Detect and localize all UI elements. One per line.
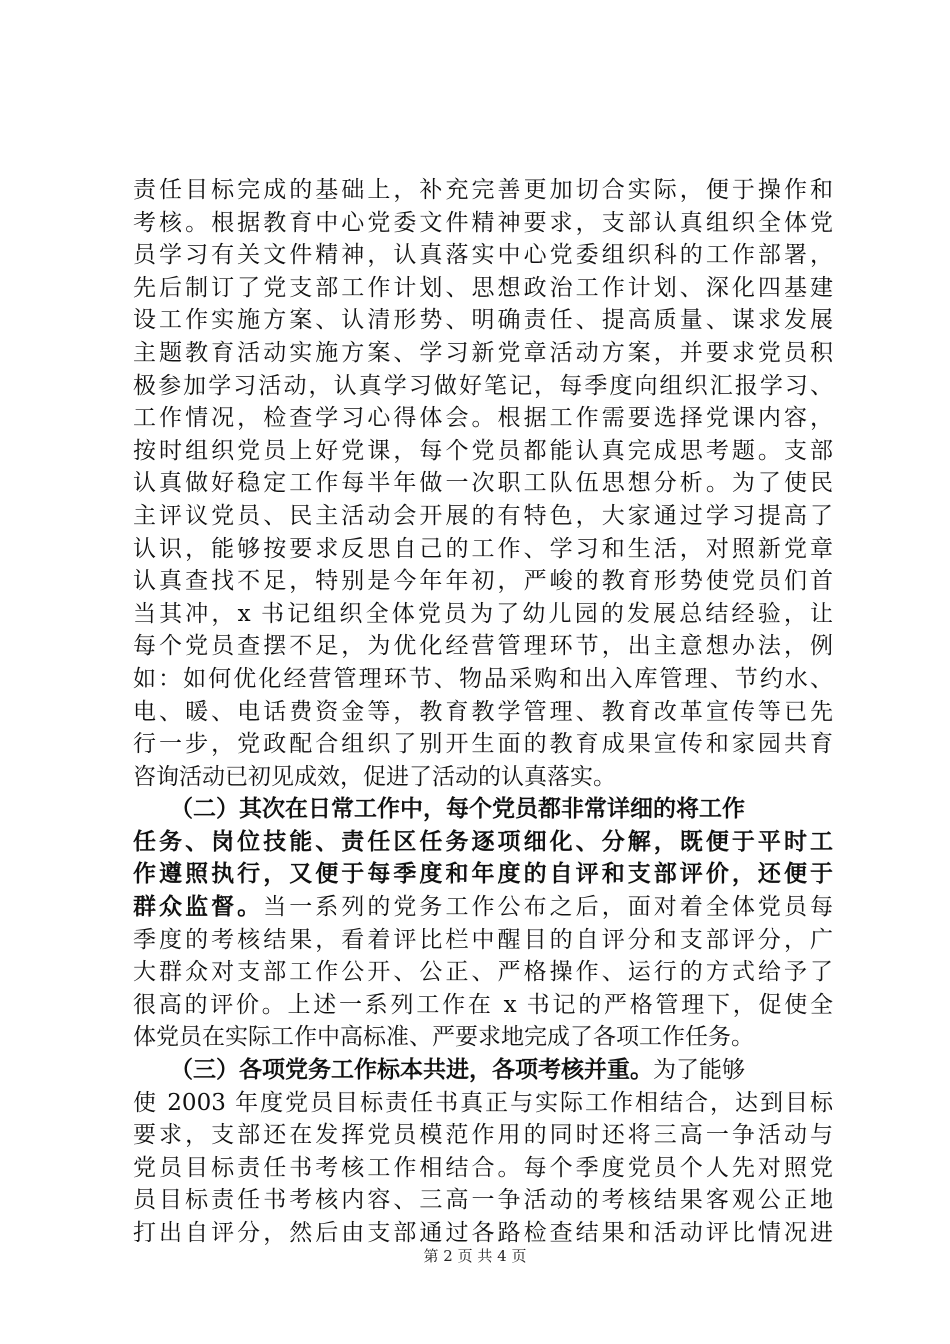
paragraph2-bold-line: 任务、岗位技能、责任区任务逐项细化、分解，既便于平时工 [133, 827, 833, 855]
paragraph2-last-line: 体党员在实际工作中高标准、严要求地完成了各项工作任务。 [133, 1024, 754, 1051]
body-text [133, 174, 833, 1250]
paragraph1-line: 认真查找不足，特别是今年年初，严峻的教育形势使党员们首 [133, 568, 833, 595]
paragraph2-bold-fragment: 群众监督。 [133, 893, 264, 921]
paragraph1-line: 责任目标完成的基础上，补充完善更加切合实际，便于操作和 [133, 177, 833, 203]
paragraph3-line: 使 2003 年度党员目标责任书真正与实际工作相结合，达到目标 [133, 1089, 833, 1116]
paragraph1-line: 极参加学习活动，认真学习做好笔记，每季度向组织汇报学习、 [133, 372, 833, 399]
paragraph3-line: 要求，支部还在发挥党员模范作用的同时还将三高一争活动与 [133, 1122, 833, 1149]
paragraph1-line: 员学习有关文件精神，认真落实中心党委组织科的工作部署， [133, 242, 833, 269]
paragraph1-line: 主评议党员、民主活动会开展的有特色，大家通过学习提高了 [133, 502, 833, 529]
paragraph1-line: 当其冲，x 书记组织全体党员为了幼儿园的发展总结经验，让 [133, 600, 833, 627]
paragraph3-heading-tail: 为了能够 [653, 1057, 745, 1084]
paragraph1-line: 认真做好稳定工作每半年做一次职工队伍思想分析。为了使民 [133, 470, 833, 497]
paragraph1-line: 设工作实施方案、认清形势、明确责任、提高质量、谋求发展 [133, 307, 833, 334]
paragraph1-line: 如：如何优化经营管理环节、物品采购和出入库管理、节约水、 [133, 665, 833, 692]
paragraph1-line: 工作情况，检查学习心得体会。根据工作需要选择党课内容， [133, 405, 833, 432]
paragraph1-line: 行一步，党政配合组织了别开生面的教育成果宣传和家园共育 [133, 731, 833, 758]
paragraph1-line: 电、暖、电话费资金等，教育教学管理、教育改革宣传等已先 [133, 698, 833, 725]
paragraph1-line: 认识，能够按要求反思自己的工作、学习和生活，对照新党章 [133, 535, 833, 562]
paragraph2-mixed-line [133, 891, 833, 924]
paragraph3-heading-line [133, 1054, 833, 1087]
paragraph1-line: 按时组织党员上好党课，每个党员都能认真完成思考题。支部 [133, 437, 833, 464]
paragraph2-line: 大群众对支部工作公开、公正、严格操作、运行的方式给予了 [133, 959, 833, 986]
paragraph3-line: 党员目标责任书考核工作相结合。每个季度党员个人先对照党 [133, 1154, 833, 1181]
paragraph2-heading-line: （二）其次在日常工作中，每个党员都非常详细的将工作 [170, 795, 745, 823]
page-number-footer: 第 2 页 共 4 页 [423, 1247, 527, 1265]
paragraph1-last-line: 咨询活动已初见成效，促进了活动的认真落实。 [133, 763, 616, 790]
paragraph2-line: 季度的考核结果，看着评比栏中醒目的自评分和支部评分，广 [133, 926, 833, 953]
paragraph1-line: 先后制订了党支部工作计划、思想政治工作计划、深化四基建 [133, 274, 833, 301]
paragraph1-line: 考核。根据教育中心党委文件精神要求，支部认真组织全体党 [133, 209, 833, 236]
paragraph3-line: 打出自评分，然后由支部通过各路检查结果和活动评比情况进 [133, 1220, 833, 1246]
paragraph2-normal-fragment: 当一系列的党务工作公布之后，面对着全体党员每 [263, 894, 834, 921]
paragraph1-line: 主题教育活动实施方案、学习新党章活动方案，并要求党员积 [133, 339, 833, 366]
paragraph2-bold-line: 作遵照执行，又便于每季度和年度的自评和支部评价，还便于 [133, 860, 833, 888]
paragraph1-line: 每个党员查摆不足，为优化经营管理环节，出主意想办法，例 [133, 633, 833, 660]
paragraph3-bold-heading: （三）各项党务工作标本共进，各项考核并重。 [170, 1056, 653, 1084]
paragraph3-line: 员目标责任书考核内容、三高一争活动的考核结果客观公正地 [133, 1187, 833, 1214]
paragraph2-line: 很高的评价。上述一系列工作在 x 书记的严格管理下，促使全 [133, 991, 833, 1018]
